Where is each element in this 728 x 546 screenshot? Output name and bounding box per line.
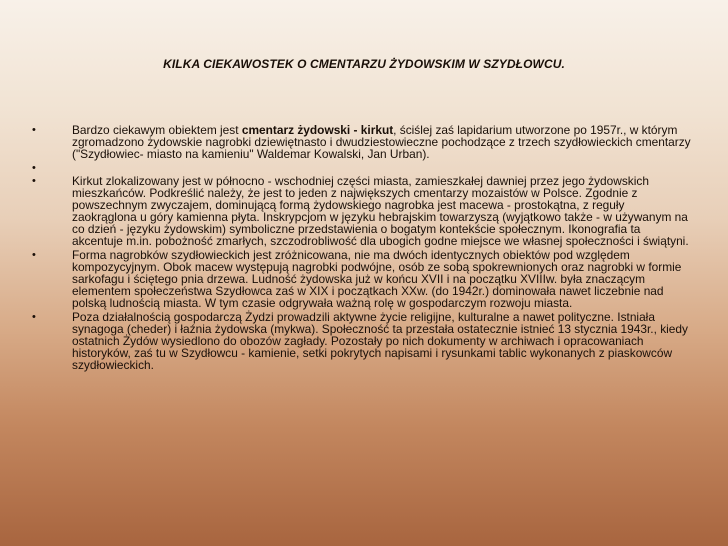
slide-title: KILKA CIEKAWOSTEK O CMENTARZU ŻYDOWSKIM W SZYDŁOWCU. [163, 57, 565, 71]
bullet-list-container [32, 124, 692, 372]
item-text: Poza działalnością gospodarczą Żydzi prowadzili aktywne życie religijne, kulturalne a nawet polityczne. Istniała synagoga (cheder) i łaźnia żydowska (mykwa). Społeczność ta przestała ostatecznie istnieć 13 stycznia 1943r., kiedy ostatnich Żydów wysiedlono do obozów zagłady. Pozostały po nich dokumenty w archiwach i opracowaniach historyków, zaś tu w Szydłowcu - kamienie, setki pokrytych napisami i rysunkami tablic wykonanych z piaskowców szydłowieckich. [72, 309, 688, 372]
bullet-icon: • [32, 310, 36, 323]
bullet-icon: • [32, 124, 36, 136]
item-text: Kirkut zlokalizowany jest w północno - wschodniej części miasta, zamieszkałej dawniej przez jego żydowskich mieszkańców. Podkreślić należy, że jest to jeden z największych cmentarzy mozaistów w Polsce. Zgodnie z powszechnym zwyczajem, dominującą formą żydowskiego nagrobka jest macewa - prostokątna, z reguły zaokrąglona u góry kamienna płyta. Inskrypcjom w języku hebrajskim towarzyszą (wyjątkowo także - w używanym na co dzień - języku żydowskim) symboliczne przedstawienia o bogatym kontekście społecznym. Ikonografia ta akcentuje m.in. pobożność zmarłych, szczodrobliwość dla ubogich godne miejsce we własnej społeczności i świątyni. [72, 174, 689, 249]
bullet-icon: • [32, 248, 36, 261]
item-text: Forma nagrobków szydłowieckich jest zróżnicowana, nie ma dwóch identycznych obiektów pod względem kompozycyjnym. Obok macew występują nagrobki podwójne, osób ze sobą spokrewnionych oraz nagrobki w formie sarkofagu i ściętego pnia drzewa. Ludność żydowska już w końcu XVII i na początku XVIIIw. była znaczącym elementem społeczeństwa Szydłowca zaś w XIX i początkach XXw. (do 1942r.) dominowała nawet liczebnie nad polską ludnością miasta. W tym czasie odgrywała ważną rolę w gospodarczym rozwoju miasta. [72, 247, 682, 311]
list-item-empty [32, 162, 692, 174]
list-item [32, 124, 692, 160]
bullet-icon: • [32, 161, 36, 174]
bullet-icon: • [32, 175, 36, 188]
item-text-before: Bardzo ciekawym obiektem jest [72, 123, 242, 137]
item-text-after: , ściślej zaś lapidarium utworzone po 1957r., w którym zgromadzono żydowskie nagrobki dziewiętnasto i dwudziestowieczne pochodzące z trzech szydłowieckich cmentarzy ("Szydłowiec- miasto na kamieniu" Waldemar Kowalski, Jan Urban). [72, 123, 691, 162]
bullet-list [32, 124, 692, 371]
item-text-bold: cmentarz żydowski - kirkut [241, 123, 394, 137]
list-item [32, 249, 692, 309]
list-item [32, 175, 692, 247]
list-item [32, 311, 692, 371]
